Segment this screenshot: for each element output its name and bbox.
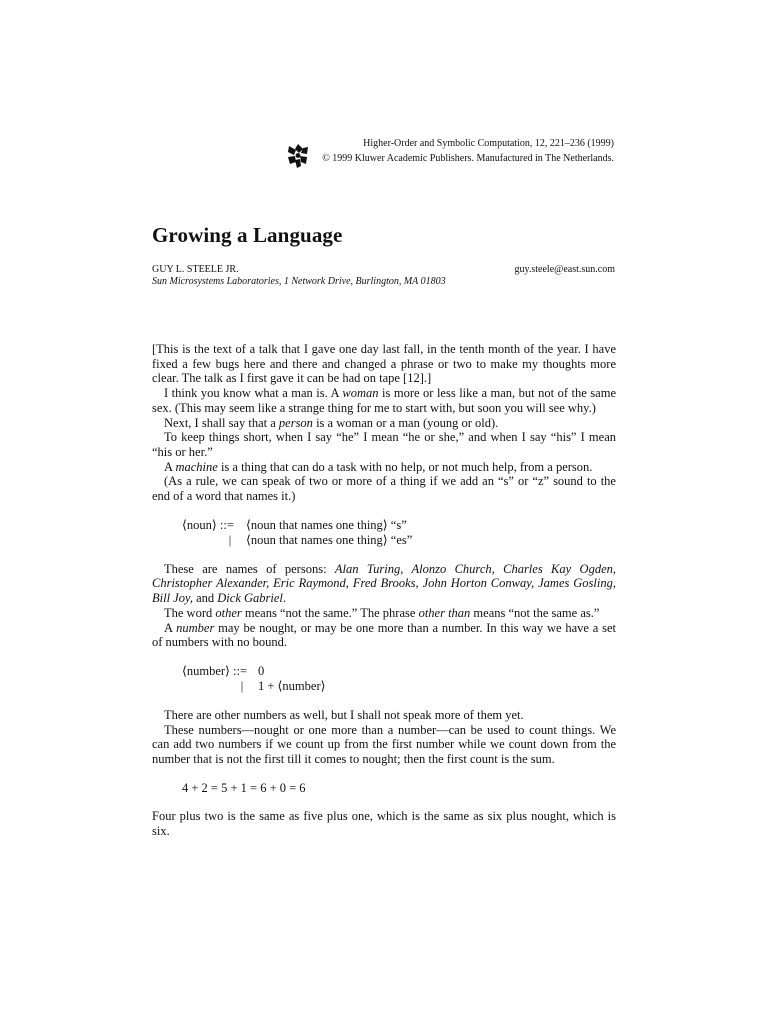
grammar-noun <box>182 518 616 548</box>
term-number: number <box>176 620 215 635</box>
journal-citation: Higher-Order and Symbolic Computation, 12, 221–236 (1999) <box>363 138 614 149</box>
grammar-number <box>182 664 616 694</box>
paragraph-person: Next, I shall say that a person is a woman or a man (young or old). <box>164 415 499 430</box>
paper-body <box>152 342 616 839</box>
paragraph-machine: A machine is a thing that can do a task with no help, or not much help, from a person. <box>164 459 593 474</box>
copyright-notice: © 1999 Kluwer Academic Publishers. Manufactured in The Netherlands. <box>322 153 614 164</box>
term-other-than: other than <box>418 605 471 620</box>
paragraph-plurals: (As a rule, we can speak of two or more of a thing if we add an “s” or “z” sound to the end of a word that names it.) <box>152 474 616 504</box>
grammar-rhs: 1 + ⟨number⟩ <box>258 678 326 693</box>
journal-header <box>274 136 614 166</box>
author-affiliation: Sun Microsystems Laboratories, 1 Network Drive, Burlington, MA 01803 <box>152 276 446 287</box>
author-name: GUY L. STEELE JR. <box>152 264 239 275</box>
grammar-lhs: ⟨noun⟩ ::= <box>182 517 234 532</box>
paragraph-he-she: To keep things short, when I say “he” I mean “he or she,” and when I say “his” I mean “his or her.” <box>152 430 616 459</box>
grammar-rhs: ⟨noun that names one thing⟩ “s” <box>246 517 407 532</box>
paragraph-man-woman: I think you know what a man is. A woman is more or less like a man, but not of the same sex. (This may seem like a strange thing for me to start with, but soon you will see why.) <box>152 386 616 415</box>
grammar-lhs: ⟨number⟩ ::= <box>182 663 248 678</box>
paragraph-number: A number may be nought, or may be one more than a number. In this way we have a set of numbers with no bound. <box>152 620 616 650</box>
paragraph-other-numbers: There are other numbers as well, but I shall not speak more of them yet. <box>164 707 524 722</box>
paragraph-counting: These numbers—nought or one more than a number—can be used to count things. We can add two numbers if we count up from the first number while we count down from the number that is not the first till it comes to nought; then the first count is the sum. <box>152 722 616 767</box>
paragraph-four-plus-two: Four plus two is the same as five plus one, which is the same as six plus nought, which is six. <box>152 809 616 839</box>
paper-title: Growing a Language <box>152 223 343 247</box>
grammar-rhs: 0 <box>258 663 265 678</box>
term-other: other <box>215 605 242 620</box>
term-woman: woman <box>342 386 379 401</box>
person-names-list: Alan Turing, Alonzo Church, Charles Kay Ogden, Christopher Alexander, Eric Raymond, Fred Brooks, John Horton Conway, James Gosling, Bill Joy, <box>152 561 616 606</box>
person-name-last: Dick Gabriel <box>217 591 283 606</box>
paragraph-intro: [This is the text of a talk that I gave one day last fall, in the tenth month of the year. I have fixed a few bugs here and there and changed a phrase or two to make my thoughts more clear. The talk as I first gave it can be had on tape [12].] <box>152 342 616 386</box>
term-machine: machine <box>175 459 218 474</box>
author-email: guy.steele@east.sun.com <box>514 264 615 275</box>
paragraph-names: These are names of persons: Alan Turing, Alonzo Church, Charles Kay Ogden, Christopher Alexander, Eric Raymond, Fred Brooks, John Horton Conway, James Gosling, Bill Joy, and Dick Gabriel. <box>152 561 616 606</box>
grammar-rhs: ⟨noun that names one thing⟩ “es” <box>246 532 413 547</box>
grammar-bar: | <box>240 678 244 693</box>
grammar-bar: | <box>228 532 232 547</box>
paragraph-other: The word other means “not the same.” The phrase other than means “not the same as.” <box>164 605 600 620</box>
equation: 4 + 2 = 5 + 1 = 6 + 0 = 6 <box>182 780 306 795</box>
term-person: person <box>278 415 313 430</box>
